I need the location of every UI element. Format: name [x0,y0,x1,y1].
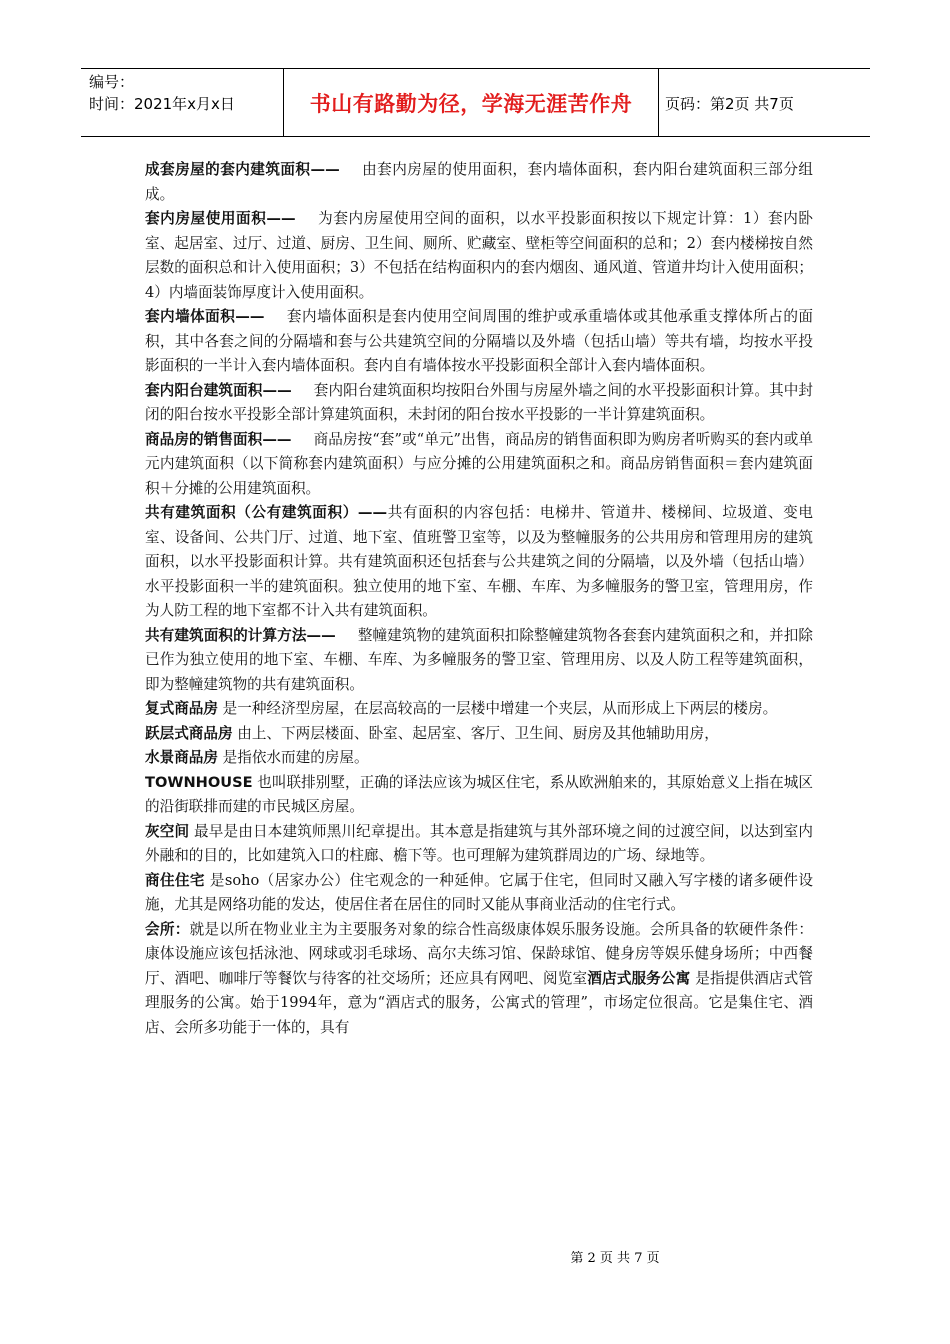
paragraph [145,869,813,918]
definition: 套内墙体面积是套内使用空间周围的维护或承重墙体或其他承重支撑体所占的面积，其中各套之间的分隔墙和套与公共建筑空间的分隔墙以及外墙（包括山墙）等共有墙，均按水平投影面积的一半计入套内墙体面积。套内自有墙体按水平投影面积全部计入套内墙体面积。 [145,308,813,374]
term: 商品房的销售面积—— [145,430,292,448]
term: 酒店式服务公寓 [587,969,691,987]
term: 套内房屋使用面积—— [145,210,296,227]
definition: 套内阳台建筑面积均按阳台外围与房屋外墙之间的水平投影面积计算。其中封闭的阳台按水平投影全部计算建筑面积，未封闭的阳台按水平投影的一半计算建筑面积。 [145,381,813,423]
term: 商住住宅 [145,871,205,889]
term: 套内阳台建筑面积—— [145,381,292,399]
definition: 为套内房屋使用空间的面积，以水平投影面积按以下规定计算：1）套内卧室、起居室、过厅、过道、厨房、卫生间、厕所、贮藏室、壁柜等空间面积的总和；2）套内楼梯按自然层数的面积总和计入使用面积；3）不包括在结构面积内的套内烟囱、通风道、管道井均计入使用面积；4）内墙面装饰厚度计入使用面积。 [145,210,813,301]
term: 跃层式商品房 [145,724,233,742]
term: 复式商品房 [145,700,218,717]
paragraph [145,820,813,869]
paragraph [145,428,813,502]
paragraph [145,746,813,771]
definition: 是一种经济型房屋，在层高较高的一层楼中增建一个夹层，从而形成上下两层的楼房。 [222,700,778,717]
term: 共有建筑面积（公有建筑面积）—— [145,504,388,521]
header-meta [89,71,235,115]
header-motto-cell [283,69,659,136]
definition: 是soho（居家办公）住宅观念的一种延伸。它属于住宅，但同时又融入写字楼的诸多硬件设施，尤其是网络功能的发达，使居住者在居住的同时又能从事商业活动的住宅行式。 [145,871,813,913]
paragraph [145,501,813,624]
term: 共有建筑面积的计算方法—— [145,626,336,644]
motto: 书山有路勤为径，学海无涯苦作舟 [309,91,633,116]
definition: 是指提供酒店式管理服务的公寓。始于1994年，意为“酒店式的服务，公寓式的管理”，市场定位很高。它是集住宅、酒店、会所多功能于一体的，具有 [145,969,813,1036]
definition: 是指依水而建的房屋。 [222,749,369,766]
paragraph [145,771,813,820]
term: 成套房屋的套内建筑面积—— [145,161,340,178]
paragraph [145,379,813,428]
paragraph [145,624,813,698]
page-footer: 第 2 页 共 7 页 [570,1251,660,1266]
number-label: 编号： [89,73,135,91]
paragraph [145,158,813,207]
definition: 由套内房屋的使用面积，套内墙体面积，套内阳台建筑面积三部分组成。 [145,161,813,203]
document-body [145,158,813,1040]
page-label: 页码：第2页 共7页 [665,95,794,113]
definition: 也叫联排别墅，正确的译法应该为城区住宅，系从欧洲舶来的，其原始意义上指在城区的沿街联排而建的市民城区房屋。 [145,773,813,815]
term: 会所： [145,920,190,938]
paragraph [145,305,813,379]
paragraph [145,722,813,747]
paragraph [145,697,813,722]
paragraph [145,207,813,305]
definition: 整幢建筑物的建筑面积扣除整幢建筑物各套套内建筑面积之和，并扣除已作为独立使用的地下室、车棚、车库、为多幢服务的警卫室、管理用房、以及人防工程等建筑面积，即为整幢建筑物的共有建筑面积。 [145,626,813,693]
term: 灰空间 [145,822,190,840]
definition: 就是以所在物业业主为主要服务对象的综合性高级康体娱乐服务设施。会所具备的软硬件条件：康体设施应该包括泳池、网球或羽毛球场、高尔夫练习馆、保龄球馆、健身房等娱乐健身场所；中西餐厅、酒吧、咖啡厅等餐饮与待客的社交场所；还应具有网吧、阅览室 [145,920,813,987]
paragraph [145,918,813,1041]
term: 套内墙体面积—— [145,308,265,325]
page-header [81,68,870,137]
term: TOWNHOUSE [145,773,253,791]
date-label: 时间：2021年x月x日 [89,95,235,113]
definition: 商品房按“套”或“单元”出售，商品房的销售面积即为购房者听购买的套内或单元内建筑面积（以下简称套内建筑面积）与应分摊的公用建筑面积之和。商品房销售面积＝套内建筑面积＋分摊的公用建筑面积。 [145,430,813,497]
term: 水景商品房 [145,749,218,766]
definition: 共有面积的内容包括：电梯井、管道井、楼梯间、垃圾道、变电室、设备间、公共门厅、过道、地下室、值班警卫室等，以及为整幢服务的公共用房和管理用房的建筑面积，以水平投影面积计算。共有建筑面积还包括套与公共建筑之间的分隔墙，以及外墙（包括山墙）水平投影面积一半的建筑面积。独立使用的地下室、车棚、车库、为多幢服务的警卫室，管理用房，作为人防工程的地下室都不计入共有建筑面积。 [145,504,813,619]
definition: 由上、下两层楼面、卧室、起居室、客厅、卫生间、厨房及其他辅助用房， [237,724,719,742]
definition: 最早是由日本建筑师黑川纪章提出。其本意是指建筑与其外部环境之间的过渡空间，以达到室内外融和的目的，比如建筑入口的柱廊、檐下等。也可理解为建筑群周边的广场、绿地等。 [145,822,813,864]
